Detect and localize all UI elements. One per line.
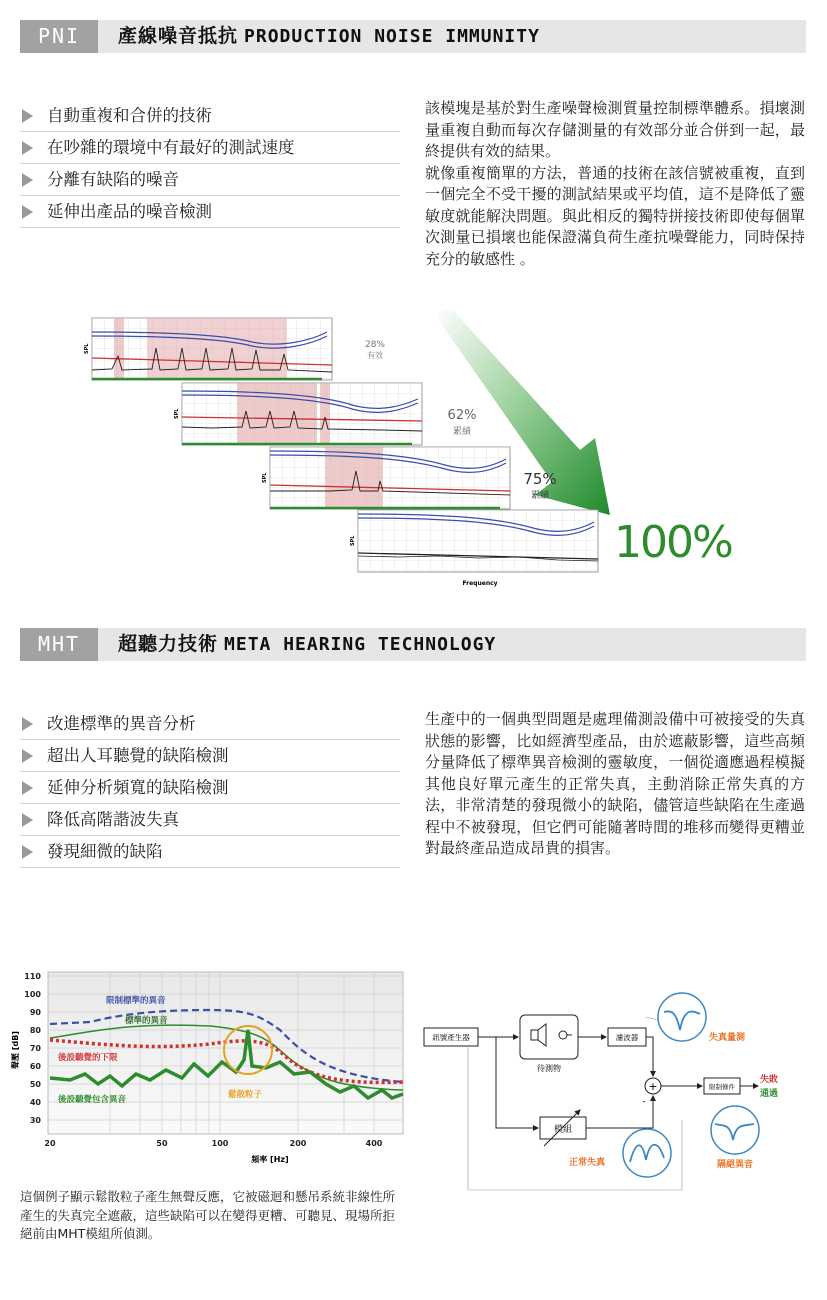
fail-label: 失敗 — [760, 1075, 779, 1085]
y-tick: 90 — [29, 1008, 41, 1017]
triangle-bullet-icon — [22, 173, 33, 187]
triangle-bullet-icon — [22, 813, 33, 827]
label-included: 後設聽覺包含異音 — [58, 1095, 127, 1105]
list-item: 延伸出產品的噪音檢測 — [20, 197, 400, 228]
x-axis-label: 頻率 [Hz] — [251, 1155, 289, 1164]
stage-2-percent: 62% — [447, 408, 477, 423]
axis-label-spl: SPL — [174, 408, 180, 419]
summing-plus: + — [648, 1080, 658, 1093]
normal-distortion-label: 正常失真 — [569, 1158, 606, 1168]
label-lower: 後設聽覺的下限 — [58, 1053, 118, 1063]
list-item: 分離有缺陷的噪音 — [20, 165, 400, 196]
axis-label-frequency: Frequency — [462, 580, 498, 587]
label-limit: 限制標準的異音 — [106, 996, 166, 1006]
mht-header — [20, 628, 806, 661]
triangle-bullet-icon — [22, 781, 33, 795]
mht-title — [118, 628, 496, 661]
module-label: 模組 — [553, 1125, 573, 1135]
distortion-label: 失真量測 — [709, 1033, 746, 1043]
filter-label: 濾波器 — [615, 1033, 639, 1042]
triangle-bullet-icon — [22, 205, 33, 219]
distortion-waveform-icon — [658, 993, 706, 1041]
dut-label: 待測物 — [537, 1064, 561, 1073]
triangle-bullet-icon — [22, 749, 33, 763]
mht-caption: 這個例子顯示鬆散粒子產生無聲反應，它被磁迴和懸吊系統非線性所產生的失真完全遮蔽，這些缺陷可以在變得更糟、可聽見、現場所拒絕前由MHT模組所偵測。 — [20, 1189, 396, 1241]
pni-header — [20, 20, 806, 53]
list-item: 超出人耳聽覺的缺陷檢測 — [20, 741, 400, 772]
mht-spl-chart — [10, 960, 410, 1170]
graph-stage-2 — [174, 383, 422, 445]
list-item: 在吵雜的環境中有最好的測試速度 — [20, 133, 400, 164]
isolated-noise-waveform-icon — [711, 1106, 759, 1154]
axis-label-spl: SPL — [350, 535, 356, 546]
x-tick: 50 — [156, 1139, 168, 1148]
y-tick: 70 — [29, 1044, 41, 1053]
graph-stage-4 — [350, 510, 598, 572]
triangle-bullet-icon — [22, 141, 33, 155]
label-particle: 鬆散粒子 — [228, 1090, 263, 1100]
stage-2-label: 累績 — [452, 427, 472, 437]
mht-title-cn: 超聽力技術 — [118, 633, 219, 655]
triangle-bullet-icon — [22, 845, 33, 859]
pni-paragraph: 該模塊是基於對生產噪聲檢測質量控制標準體系。損壞測量重複自動而每次存儲測量的有效部分並合併到一起，最終提供有效的結果。 就像重複簡單的方法，普通的技術在該信號被重複，直到一個完全不受干擾的測試結果或平均值，這不是降低了靈敏度就能解決問題。與此相反的獨特拼接技術即使每個單次測量已損壞也能保證滿負荷生產抗噪聲能力，同時保持充分的敏感性 。 — [425, 99, 805, 268]
stage-1-label: 有效 — [367, 351, 383, 360]
y-tick: 50 — [29, 1080, 41, 1089]
triangle-bullet-icon — [22, 717, 33, 731]
stage-1-percent: 28% — [364, 340, 386, 350]
summing-minus: - — [642, 1097, 646, 1107]
pni-title-en: PRODUCTION NOISE IMMUNITY — [244, 26, 540, 47]
x-tick: 400 — [365, 1139, 383, 1148]
y-tick: 40 — [29, 1098, 41, 1107]
list-item: 自動重複和合併的技術 — [20, 101, 400, 132]
limit-label: 限制條件 — [709, 1083, 735, 1091]
list-item: 發現細微的缺陷 — [20, 837, 400, 868]
pass-label: 通過 — [760, 1089, 779, 1099]
mht-tag: MHT — [20, 628, 98, 661]
dut-box — [520, 1015, 578, 1059]
stage-3-label: 累績 — [530, 491, 550, 501]
y-axis-label: 聲壓 [dB] — [11, 1031, 20, 1069]
pni-tag: PNI — [20, 20, 98, 53]
signal-generator-label: 訊號產生器 — [432, 1033, 470, 1042]
normal-distortion-waveform-icon — [623, 1129, 671, 1177]
x-tick: 200 — [289, 1139, 307, 1148]
mht-block-diagram — [420, 990, 815, 1195]
y-tick: 80 — [29, 1026, 41, 1035]
pni-figure — [80, 310, 760, 595]
y-tick: 60 — [29, 1062, 41, 1071]
list-item: 改進標準的異音分析 — [20, 709, 400, 740]
mht-title-en: META HEARING TECHNOLOGY — [224, 634, 497, 655]
triangle-bullet-icon — [22, 109, 33, 123]
stage-3-percent: 75% — [523, 470, 557, 488]
isolated-noise-label: 隔絕異音 — [716, 1160, 754, 1170]
x-tick: 20 — [44, 1139, 56, 1148]
pni-bullet-list — [20, 101, 400, 229]
y-tick: 100 — [24, 990, 41, 999]
graph-stage-1 — [84, 318, 332, 380]
list-item: 降低高階諧波失真 — [20, 805, 400, 836]
mht-bullet-list — [20, 709, 400, 869]
pni-title — [118, 20, 540, 53]
y-tick: 30 — [29, 1116, 41, 1125]
final-percent: 100% — [614, 517, 732, 568]
axis-label-spl: SPL — [84, 343, 90, 354]
label-standard: 標準的異音 — [125, 1016, 168, 1026]
mht-paragraph: 生產中的一個典型問題是處理備測設備中可被接受的失真狀態的影響，比如經濟型產品，由於遮蔽影響，這些高頻分量降低了標準異音檢測的靈敏度，一個從適應過程模擬其他良好單元產生的正常失真，主動消除正常失真的方法，非常清楚的發現微小的缺陷，儘管這些缺陷在生產過程中不被發現，但它們可能隨著時間的堆移而變得更糟並對最終產品造成昂貴的損害。 — [425, 710, 805, 857]
list-item: 延伸分析頻寬的缺陷檢測 — [20, 773, 400, 804]
axis-label-spl: SPL — [262, 472, 268, 483]
y-tick: 110 — [24, 972, 41, 981]
x-tick: 100 — [211, 1139, 229, 1148]
pni-title-cn: 產線噪音抵抗 — [118, 25, 239, 47]
graph-stage-3 — [262, 447, 510, 509]
